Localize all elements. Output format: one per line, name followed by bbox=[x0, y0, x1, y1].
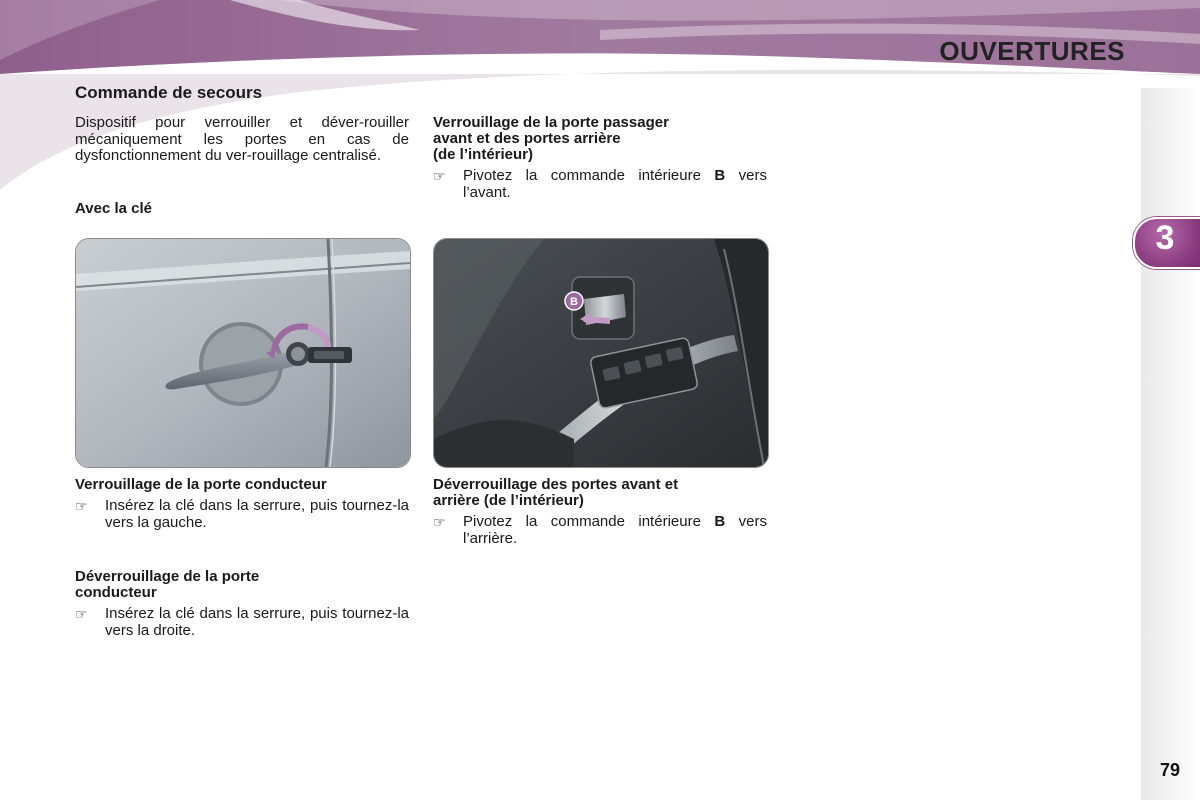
section-title: OUVERTURES bbox=[939, 36, 1125, 66]
unlock-all-heading-line2: arrière (de l’intérieur) bbox=[433, 492, 584, 509]
lock-passenger-text-end: vers l’avant. bbox=[463, 167, 767, 201]
lock-driver-text: Insérez la clé dans la serrure, puis tournez-la vers la gauche. bbox=[105, 497, 409, 531]
lock-passenger-heading-line3: (de l’intérieur) bbox=[433, 146, 534, 163]
unlock-driver-bullet bbox=[75, 606, 409, 639]
unlock-all-ref: B bbox=[714, 513, 726, 530]
lock-passenger-heading-line1: Verrouillage de la porte passager bbox=[433, 114, 669, 131]
unlock-all-text-end: vers l’arrière. bbox=[463, 513, 767, 547]
hand-pointer-icon: ☞ bbox=[433, 168, 446, 184]
lock-passenger-heading-line2: avant et des portes arrière bbox=[433, 130, 621, 147]
with-key-heading: Avec la clé bbox=[75, 200, 152, 217]
unlock-driver-heading bbox=[75, 569, 259, 601]
interior-door-photo bbox=[433, 238, 769, 468]
unlock-driver-heading-line2: conducteur bbox=[75, 584, 157, 601]
lock-passenger-heading bbox=[433, 115, 669, 163]
unlock-driver-heading-line1: Déverrouillage de la porte bbox=[75, 568, 260, 585]
lock-passenger-ref: B bbox=[714, 167, 726, 184]
hand-pointer-icon: ☞ bbox=[433, 514, 446, 530]
hand-pointer-icon: ☞ bbox=[75, 498, 88, 514]
unlock-all-heading bbox=[433, 477, 678, 509]
hand-pointer-icon: ☞ bbox=[75, 606, 88, 622]
main-heading: Commande de secours bbox=[75, 83, 263, 102]
unlock-all-bullet bbox=[433, 514, 767, 547]
unlock-driver-text: Insérez la clé dans la serrure, puis tournez-la vers la droite. bbox=[105, 605, 409, 639]
unlock-all-heading-line1: Déverrouillage des portes avant et bbox=[433, 476, 679, 493]
lock-driver-heading: Verrouillage de la porte conducteur bbox=[75, 476, 327, 493]
unlock-all-text: Pivotez la commande intérieure bbox=[463, 513, 715, 530]
lock-passenger-text: Pivotez la commande intérieure bbox=[463, 167, 715, 184]
chapter-number: 3 bbox=[1155, 219, 1175, 257]
intro-paragraph: Dispositif pour verrouiller et déver-rouiller mécaniquement les portes en cas de dysfonctionnement du ver-rouillage centralisé. bbox=[75, 114, 409, 164]
key-lock-photo bbox=[75, 238, 411, 468]
lock-driver-bullet bbox=[75, 498, 409, 531]
page-number: 79 bbox=[1159, 760, 1181, 780]
photo-label-b: B bbox=[570, 296, 578, 308]
lock-passenger-bullet bbox=[433, 168, 767, 201]
side-margin-strip bbox=[1141, 88, 1200, 800]
